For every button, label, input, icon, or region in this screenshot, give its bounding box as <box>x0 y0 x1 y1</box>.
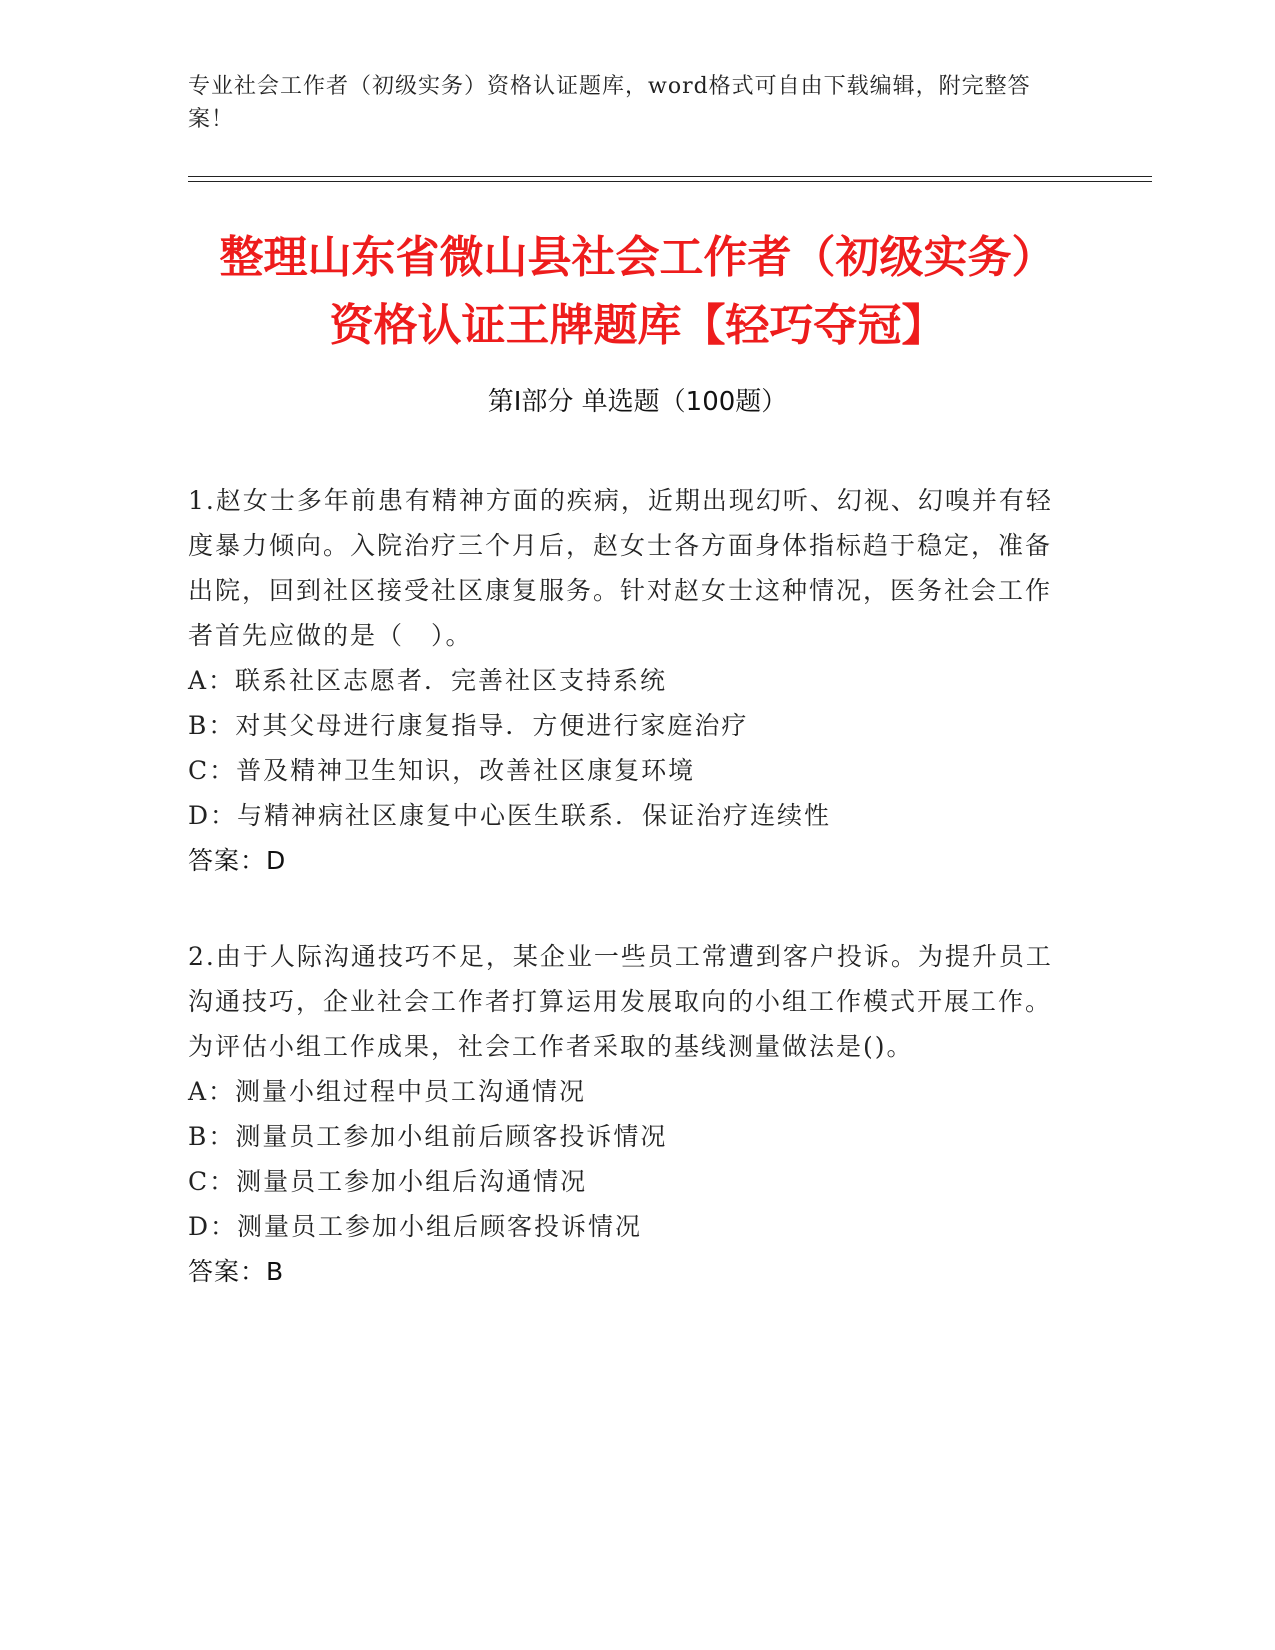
answer-label: 答案：B <box>188 1257 285 1286</box>
header-divider-top <box>188 176 1152 177</box>
question-stem: 2.由于人际沟通技巧不足，某企业一些员工常遭到客户投诉。为提升员工沟通技巧，企业社会工作者打算运用发展取向的小组工作模式开展工作。为评估小组工作成果，社会工作者采取的基线测量做法是()。 <box>188 942 1053 1061</box>
answer-label: 答案：D <box>188 846 287 875</box>
question-stem: 1.赵女士多年前患有精神方面的疾病，近期出现幻听、幻视、幻嗅并有轻度暴力倾向。入院治疗三个月后，赵女士各方面身体指标趋于稳定，准备出院，回到社区接受社区康复服务。针对赵女士这种情况，医务社会工作者首先应做的是（ ）。 <box>188 486 1053 650</box>
option-a: A：测量小组过程中员工沟通情况 <box>188 1077 587 1106</box>
option-c: C：普及精神卫生知识，改善社区康复环境 <box>188 756 696 785</box>
section-title: 第Ⅰ部分 单选题（100题） <box>487 387 788 417</box>
document-title-line1: 整理山东省微山县社会工作者（初级实务） <box>219 232 1056 283</box>
option-b: B：对其父母进行康复指导．方便进行家庭治疗 <box>188 711 749 740</box>
option-b: B：测量员工参加小组前后顾客投诉情况 <box>188 1122 668 1151</box>
option-a: A：联系社区志愿者．完善社区支持系统 <box>188 666 668 695</box>
option-d: D：与精神病社区康复中心医生联系．保证治疗连续性 <box>188 801 832 830</box>
question-1 <box>188 478 1068 883</box>
option-d: D：测量员工参加小组后顾客投诉情况 <box>188 1212 643 1241</box>
question-2 <box>188 934 1068 1294</box>
header-note: 专业社会工作者（初级实务）资格认证题库，word格式可自由下载编辑，附完整答案！ <box>188 74 1031 132</box>
document-title-line2: 资格认证王牌题库【轻巧夺冠】 <box>329 300 946 351</box>
header-divider-bottom <box>188 181 1152 182</box>
document-title <box>100 224 1175 360</box>
option-c: C：测量员工参加小组后沟通情况 <box>188 1167 588 1196</box>
